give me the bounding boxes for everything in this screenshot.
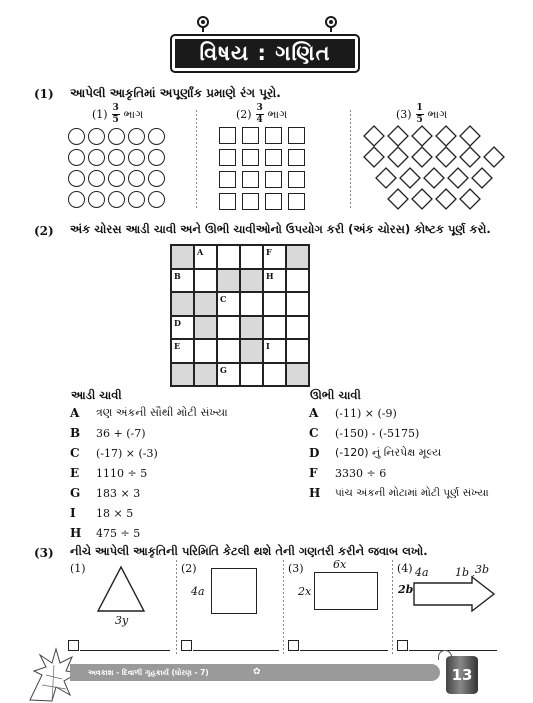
clue-item [70,503,290,523]
circle-shape[interactable] [88,170,105,187]
crossword-cell[interactable] [217,339,240,363]
divider [196,110,197,210]
square-shape[interactable] [288,171,305,188]
cell-label: G [220,364,227,375]
q1-number: (1) [34,87,54,101]
q1-figure-3-label [396,104,447,125]
diamond-shape[interactable] [388,189,408,209]
page-title: વિષય : ગણિત [172,36,358,71]
diamond-shape[interactable] [484,147,504,167]
crossword-cell-shaded [194,363,217,387]
cell-label: D [174,317,181,328]
clue-key: D [309,446,320,460]
square-grid [219,127,306,211]
denominator: 4 [256,115,263,125]
triangle-shape [96,565,146,613]
circle-shape[interactable] [68,149,85,166]
unit: ભાગ [427,107,448,121]
crossword-cell[interactable] [263,269,286,293]
circle-shape[interactable] [68,170,85,187]
clue-item [309,463,524,483]
rectangle-figure [314,572,378,610]
diamond-shape[interactable] [412,189,432,209]
q1-figure-2-label [236,104,287,125]
diamond-grid [360,124,508,214]
square-shape[interactable] [219,127,236,144]
square-shape[interactable] [288,149,305,166]
denominator: 5 [112,115,119,125]
crossword-cell[interactable] [240,292,263,316]
figure-number: (2) [236,108,252,121]
crossword-cell[interactable] [171,269,194,293]
arrow-label-4a: 4a [415,566,429,579]
down-clues [309,403,524,503]
clue-key: A [309,406,319,420]
q3-number: (3) [34,546,54,560]
arrow-shape [412,575,496,613]
rectangle-top-label: 6x [333,558,347,571]
answer-checkbox-3[interactable] [288,640,299,651]
crossword-cell-shaded [194,292,217,316]
diamond-shape[interactable] [460,147,480,167]
q3-panel-2-number: (2) [181,562,197,575]
crossword-cell[interactable] [194,339,217,363]
crossword-cell-shaded [217,269,240,293]
crossword-cell[interactable] [263,245,286,269]
divider [392,560,393,655]
clue-text: (-120) નું નિરપેક્ષ મૂલ્ય [335,446,442,459]
clue-item [309,403,524,423]
q1-figure-1-label [92,104,143,125]
fraction [416,104,424,125]
answer-line-3[interactable] [300,650,388,651]
crossword-cell[interactable] [286,292,309,316]
clue-key: E [70,466,80,480]
fraction [256,104,264,125]
square-shape[interactable] [265,149,282,166]
clue-key: H [309,486,321,500]
clue-item [309,483,524,503]
unit: ભાગ [267,107,288,121]
crossword-cell[interactable] [263,339,286,363]
crossword-cell-shaded [171,245,194,269]
circle-shape[interactable] [148,128,165,145]
circle-shape[interactable] [128,128,145,145]
clue-item [70,403,290,423]
square-shape[interactable] [288,127,305,144]
diamond-shape[interactable] [460,189,480,209]
square-shape[interactable] [265,193,282,210]
circle-shape[interactable] [88,149,105,166]
crossword-cell-shaded [240,269,263,293]
crossword-cell[interactable] [194,269,217,293]
answer-checkbox-2[interactable] [181,640,192,651]
circle-shape[interactable] [148,170,165,187]
clue-text: 36 + (-7) [96,426,146,440]
circle-shape[interactable] [148,149,165,166]
answer-line-2[interactable] [193,650,279,651]
crossword-cell-shaded [171,363,194,387]
crossword-cell[interactable] [286,269,309,293]
square-shape[interactable] [242,171,259,188]
cell-label: C [220,294,227,304]
square-shape[interactable] [219,193,236,210]
clue-item [70,463,290,483]
q2-number: (2) [34,224,54,238]
circle-shape[interactable] [128,191,145,208]
crossword-cell-shaded [240,339,263,363]
page-number: 13 [446,656,478,694]
crossword-cell[interactable] [263,316,286,340]
diamond-shape[interactable] [436,147,456,167]
answer-line-1[interactable] [80,650,170,651]
diamond-shape[interactable] [364,126,384,146]
diamond-shape[interactable] [436,126,456,146]
crossword-cell[interactable] [171,339,194,363]
square-shape[interactable] [242,127,259,144]
crossword-cell-shaded [194,316,217,340]
diamond-shape[interactable] [436,189,456,209]
clue-text: 475 ÷ 5 [96,526,141,540]
clue-key: I [70,506,76,520]
numerator: 3 [112,103,119,113]
clue-text: પાંચ અંકની મોટામાં મોટી પૂર્ણ સંખ્યા [335,486,489,499]
square-shape[interactable] [242,149,259,166]
circle-shape[interactable] [68,128,85,145]
diamond-shape[interactable] [364,147,384,167]
clue-text: 3330 ÷ 6 [335,466,387,480]
clue-key: H [70,526,82,540]
cat-illustration-icon: ✿ [253,667,261,677]
clue-text: (-17) × (-3) [96,446,158,460]
clue-key: C [70,446,80,460]
numerator: 1 [416,103,423,113]
circle-shape[interactable] [148,191,165,208]
cell-label: E [174,341,181,351]
crossword-cell-shaded [171,292,194,316]
clue-item [70,423,290,443]
square-shape[interactable] [288,193,305,210]
divider [176,560,177,655]
diamond-shape[interactable] [448,168,468,188]
arrow-label-2b: 2b [398,583,414,596]
clue-key: F [309,466,318,480]
crossword-cell[interactable] [194,245,217,269]
arrow-label-3b: 3b [475,563,490,576]
diamond-shape[interactable] [412,126,432,146]
binder-ring-right-icon [325,16,337,28]
clue-key: B [70,426,81,440]
unit: ભાગ [123,107,144,121]
diamond-shape[interactable] [400,168,420,188]
crossword-cell[interactable] [217,292,240,316]
circle-shape[interactable] [128,149,145,166]
diamond-shape[interactable] [388,147,408,167]
clue-text: (-150) - (-5175) [335,426,420,440]
crossword-grid [170,244,310,387]
square-shape[interactable] [265,127,282,144]
square-shape[interactable] [219,149,236,166]
square-shape[interactable] [265,171,282,188]
crossword-cell-shaded [240,316,263,340]
diamond-shape[interactable] [472,168,492,188]
binder-ring-left-icon [197,16,209,28]
clue-item [309,443,524,463]
q2-text: અંક ચોરસ આડી ચાવી અને ઊભી ચાવીઓનો ઉપયોગ કરી (અંક ચોરસ) કોષ્ટક પૂર્ણ કરો. [70,222,491,236]
clue-item [309,423,524,443]
q3-panel-4-number: (4) [397,562,413,575]
clue-text: ત્રણ અંકની સૌથી મોટી સંખ્યા [96,406,228,419]
diamond-shape[interactable] [460,126,480,146]
crossword-cell[interactable] [240,245,263,269]
denominator: 5 [416,115,423,125]
figure-number: (1) [92,108,108,121]
crossword-cell[interactable] [286,339,309,363]
square-side-label: 4a [191,585,205,598]
divider [283,560,284,655]
across-title: આડી ચાવી [71,388,122,402]
clue-item [70,443,290,463]
footer-text: અવકાશ - દિવાળી ગૃહકાર્ય (ધોરણ - 7) [88,668,209,677]
q1-text: આપેલી આકૃતિમાં અપૂર્ણાંક પ્રમાણે રંગ પૂરો. [70,86,281,100]
clue-key: A [70,406,80,420]
divider [350,110,351,210]
crossword-cell[interactable] [217,316,240,340]
clue-item [70,523,290,543]
q3-panel-1-number: (1) [70,562,86,575]
cell-label: A [197,247,204,257]
diamond-shape[interactable] [376,168,396,188]
clue-text: 18 × 5 [96,506,134,520]
cell-label: F [266,247,272,257]
fraction [112,104,120,125]
clue-text: (-11) × (-9) [335,406,397,420]
circle-shape[interactable] [68,191,85,208]
answer-line-4[interactable] [409,650,497,651]
numerator: 3 [256,103,263,113]
crossword-cell-shaded [286,363,309,387]
circle-shape[interactable] [88,128,105,145]
crossword-cell[interactable] [171,316,194,340]
circle-shape[interactable] [108,149,125,166]
across-clues [70,403,290,543]
circle-shape[interactable] [88,191,105,208]
square-shape[interactable] [219,171,236,188]
figure-number: (3) [396,108,412,121]
clue-item [70,483,290,503]
q3-panel-3-number: (3) [288,562,304,575]
crossword-cell[interactable] [263,292,286,316]
crossword-cell[interactable] [286,316,309,340]
cell-label: B [174,270,181,281]
clue-text: 183 × 3 [96,486,141,500]
triangle-base-label: 3y [115,614,129,627]
clue-key: G [70,486,81,500]
clue-text: 1110 ÷ 5 [96,466,148,480]
crossword-cell[interactable] [263,363,286,387]
answer-checkbox-4[interactable] [397,640,408,651]
square-shape[interactable] [242,193,259,210]
cell-label: I [266,341,270,351]
diamond-shape[interactable] [388,126,408,146]
square-figure [211,568,257,614]
clue-key: C [309,426,319,440]
q3-text: નીચે આપેલી આકૃતિની પરિમિતિ કેટલી થશે તેની ગણતરી કરીને જવાબ લખો. [70,544,428,558]
crossword-cell[interactable] [217,363,240,387]
arrow-label-1b: 1b [455,566,470,579]
crossword-cell[interactable] [240,363,263,387]
down-title: ઊભી ચાવી [310,388,361,402]
circle-shape[interactable] [108,170,125,187]
crossword-cell-shaded [286,245,309,269]
circle-grid [68,128,166,209]
diamond-shape[interactable] [412,147,432,167]
crossword-cell[interactable] [217,245,240,269]
circle-shape[interactable] [128,170,145,187]
circle-shape[interactable] [108,191,125,208]
diamond-shape[interactable] [424,168,444,188]
cell-label: H [266,270,274,281]
rectangle-side-label: 2x [298,585,312,598]
circle-shape[interactable] [108,128,125,145]
